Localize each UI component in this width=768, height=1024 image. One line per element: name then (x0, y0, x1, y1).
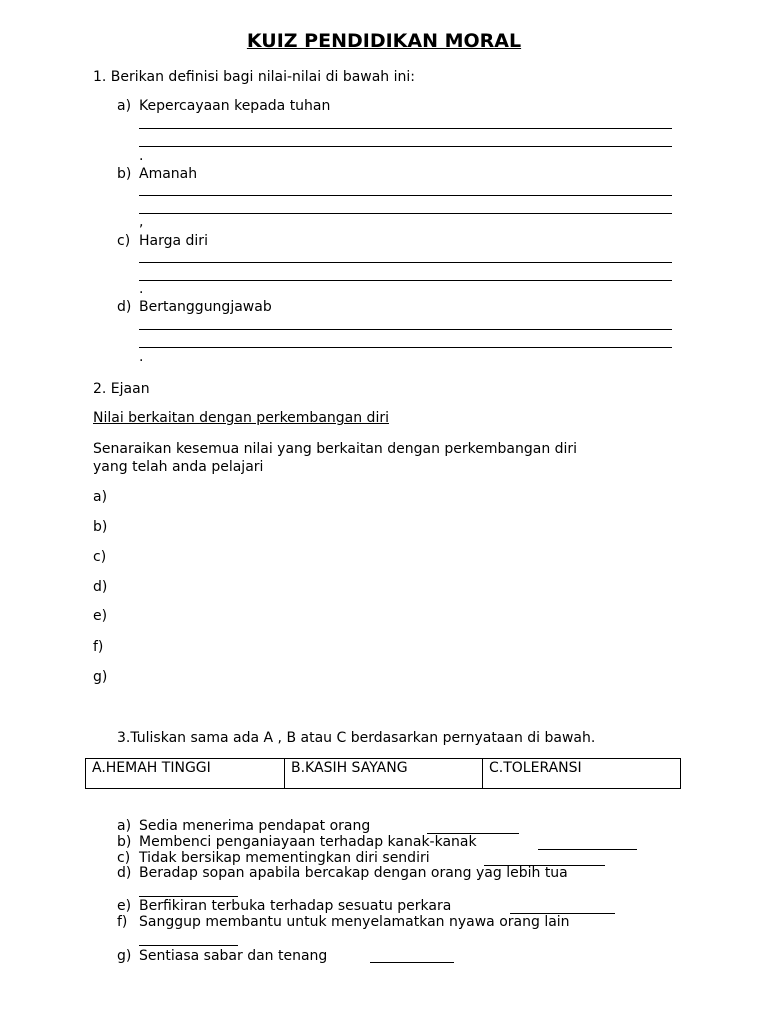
answer-blank[interactable] (370, 962, 454, 963)
line-end-mark: . (139, 148, 144, 164)
q2-subheading: Nilai berkaitan dengan perkembangan diri (93, 410, 389, 426)
q3-statement-label: c) (117, 850, 131, 866)
q3-statement-label: e) (117, 898, 132, 914)
answer-line[interactable] (139, 128, 672, 129)
q3-statement-label: f) (117, 914, 128, 930)
q3-statement-label: g) (117, 948, 132, 964)
q2-answer-label: d) (93, 579, 108, 595)
answer-line[interactable] (139, 262, 672, 263)
answer-blank[interactable] (139, 945, 238, 946)
q1-item-label: d) (117, 299, 132, 315)
q2-answer-label: f) (93, 639, 104, 655)
q3-statement-text: Membenci penganiayaan terhadap kanak-kanak (139, 834, 477, 850)
q2-instruction-line1: Senaraikan kesemua nilai yang berkaitan dengan perkembangan diri (93, 441, 578, 457)
q3-statement-text: Sentiasa sabar dan tenang (139, 948, 328, 964)
line-end-mark: . (139, 281, 144, 297)
q3-instruction: 3.Tuliskan sama ada A , B atau C berdasarkan pernyataan di bawah. (117, 730, 596, 746)
q1-item-label: c) (117, 233, 131, 249)
q3-statement-label: a) (117, 818, 132, 834)
answer-line[interactable] (139, 329, 672, 330)
q2-answer-label: c) (93, 549, 107, 565)
q2-answer-label: b) (93, 519, 108, 535)
line-end-mark: . (139, 349, 144, 365)
option-c: C.TOLERANSI (483, 759, 681, 789)
q3-statement-label: d) (117, 865, 132, 881)
answer-line[interactable] (139, 146, 672, 147)
answer-line[interactable] (139, 195, 672, 196)
q1-item-label: a) (117, 98, 132, 114)
answer-line[interactable] (139, 280, 672, 281)
q3-statement-text: Beradap sopan apabila bercakap dengan orang yag lebih tua (139, 865, 568, 881)
q3-statement-text: Berfikiran terbuka terhadap sesuatu perkara (139, 898, 452, 914)
q3-statement-text: Sanggup membantu untuk menyelamatkan nyawa orang lain (139, 914, 570, 930)
line-end-mark: , (139, 214, 144, 230)
q3-statement-text: Tidak bersikap mementingkan diri sendiri (139, 850, 430, 866)
q2-instruction-line2: yang telah anda pelajari (93, 459, 264, 475)
q1-prompt: 1. Berikan definisi bagi nilai-nilai di bawah ini: (93, 69, 415, 85)
q3-statement-label: b) (117, 834, 132, 850)
q1-item-text: Kepercayaan kepada tuhan (139, 98, 331, 114)
q2-answer-label: g) (93, 669, 108, 685)
answer-blank[interactable] (139, 896, 238, 897)
q1-item-text: Harga diri (139, 233, 208, 249)
q3-statement-text: Sedia menerima pendapat orang (139, 818, 371, 834)
q1-item-text: Bertanggungjawab (139, 299, 272, 315)
option-a: A.HEMAH TINGGI (86, 759, 285, 789)
q2-heading: 2. Ejaan (93, 381, 150, 397)
answer-line[interactable] (139, 347, 672, 348)
answer-blank[interactable] (538, 849, 637, 850)
q1-item-label: b) (117, 166, 132, 182)
page-title: KUIZ PENDIDIKAN MORAL (246, 30, 522, 52)
q2-answer-label: e) (93, 608, 108, 624)
options-table (85, 758, 681, 789)
option-b: B.KASIH SAYANG (285, 759, 483, 789)
answer-line[interactable] (139, 213, 672, 214)
q2-answer-label: a) (93, 489, 108, 505)
q1-item-text: Amanah (139, 166, 198, 182)
